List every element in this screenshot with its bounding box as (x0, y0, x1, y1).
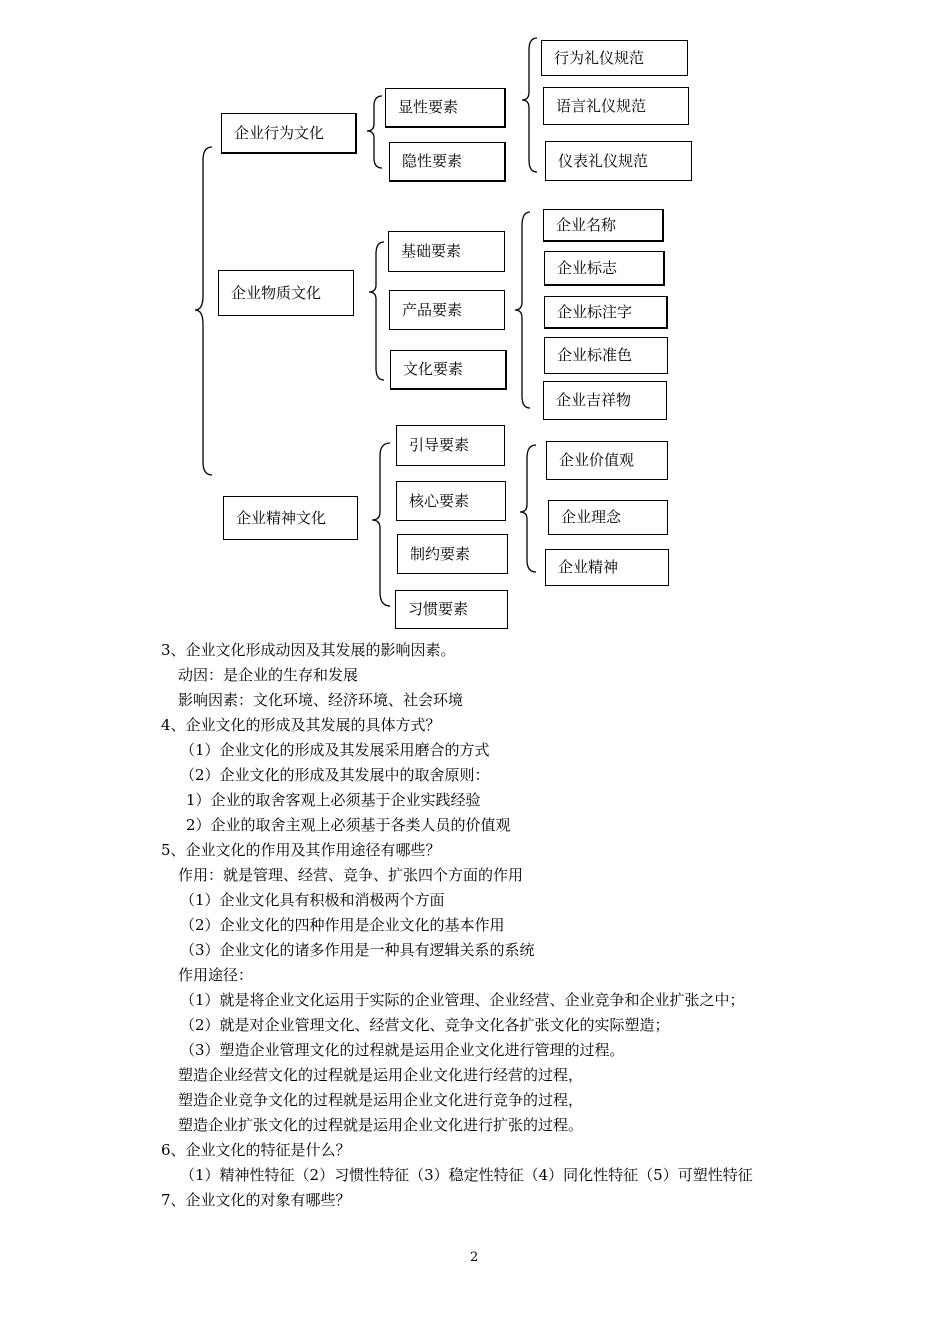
q3-motive: 动因：是企业的生存和发展 (178, 666, 359, 684)
culture-element-box: 文化要素 (390, 350, 507, 390)
q5-path-6: 塑造企业扩张文化的过程就是运用企业文化进行扩张的过程。 (178, 1116, 584, 1134)
q5-path-4: 塑造企业经营文化的过程就是运用企业文化进行经营的过程， (178, 1066, 584, 1084)
brace-behavior (367, 96, 382, 168)
q3-factors: 影响因素：文化环境、经济环境、社会环境 (178, 691, 464, 709)
constraint-element-box: 制约要素 (397, 534, 508, 574)
q5-role: 作用：就是管理、经营、竞争、扩张四个方面的作用 (178, 866, 524, 884)
q4-item-1: （1）企业文化的形成及其发展采用磨合的方式 (180, 741, 490, 759)
brace-material-items (515, 212, 530, 408)
spirit-culture-box: 企业精神文化 (223, 496, 358, 540)
q7-heading: 7、企业文化的对象有哪些？ (161, 1191, 351, 1209)
habit-element-box: 习惯要素 (395, 590, 508, 629)
company-mascot-box: 企业吉祥物 (543, 381, 667, 420)
q5-path-2: （2）就是对企业管理文化、经营文化、竞争文化各扩张文化的实际塑造； (180, 1016, 670, 1034)
q5-role-1: （1）企业文化具有积极和消极两个方面 (180, 891, 445, 909)
philosophy-box: 企业理念 (548, 500, 668, 535)
q6-features: （1）精神性特征（2）习惯性特征（3）稳定性特征（4）同化性特征（5）可塑性特征 (180, 1166, 753, 1184)
q5-role-2: （2）企业文化的四种作用是企业文化的基本作用 (180, 916, 505, 934)
values-box: 企业价值观 (546, 441, 668, 480)
explicit-element-box: 显性要素 (385, 88, 506, 128)
language-etiquette-box: 语言礼仪规范 (543, 87, 689, 125)
implicit-element-box: 隐性要素 (389, 142, 506, 182)
behavior-etiquette-box: 行为礼仪规范 (541, 40, 688, 76)
behavior-culture-box: 企业行为文化 (221, 113, 357, 154)
q5-path-heading: 作用途径： (178, 966, 254, 984)
brace-main (195, 147, 212, 475)
q4-sub-1: 1）企业的取舍客观上必须基于企业实践经验 (186, 791, 481, 809)
q5-heading: 5、企业文化的作用及其作用途径有哪些？ (161, 841, 441, 859)
q5-role-3: （3）企业文化的诸多作用是一种具有逻辑关系的系统 (180, 941, 535, 959)
guide-element-box: 引导要素 (396, 425, 505, 466)
company-logo-box: 企业标志 (544, 251, 665, 286)
q3-heading: 3、企业文化形成动因及其发展的影响因素。 (161, 641, 456, 659)
q4-sub-2: 2）企业的取舍主观上必须基于各类人员的价值观 (186, 816, 511, 834)
q5-path-3: （3）塑造企业管理文化的过程就是运用企业文化进行管理的过程。 (180, 1041, 625, 1059)
page-number: 2 (470, 1250, 479, 1265)
brace-spirit (372, 443, 390, 606)
basic-element-box: 基础要素 (388, 231, 505, 272)
core-element-box: 核心要素 (396, 481, 506, 521)
q5-path-5: 塑造企业竞争文化的过程就是运用企业文化进行竞争的过程， (178, 1091, 584, 1109)
brace-material (369, 242, 384, 380)
q6-heading: 6、企业文化的特征是什么？ (161, 1141, 351, 1159)
company-color-box: 企业标准色 (544, 337, 668, 374)
appearance-etiquette-box: 仪表礼仪规范 (545, 141, 692, 181)
company-font-box: 企业标注字 (544, 296, 668, 329)
material-culture-box: 企业物质文化 (218, 270, 354, 316)
company-name-box: 企业名称 (543, 209, 664, 242)
product-element-box: 产品要素 (389, 290, 505, 330)
brace-norms (522, 38, 537, 172)
q5-path-1: （1）就是将企业文化运用于实际的企业管理、企业经营、企业竞争和企业扩张之中； (180, 991, 745, 1009)
spirit-item-box: 企业精神 (545, 549, 669, 586)
q4-item-2: （2）企业文化的形成及其发展中的取舍原则： (180, 766, 490, 784)
q4-heading: 4、企业文化的形成及其发展的具体方式？ (161, 716, 441, 734)
brace-spirit-items (520, 445, 536, 572)
